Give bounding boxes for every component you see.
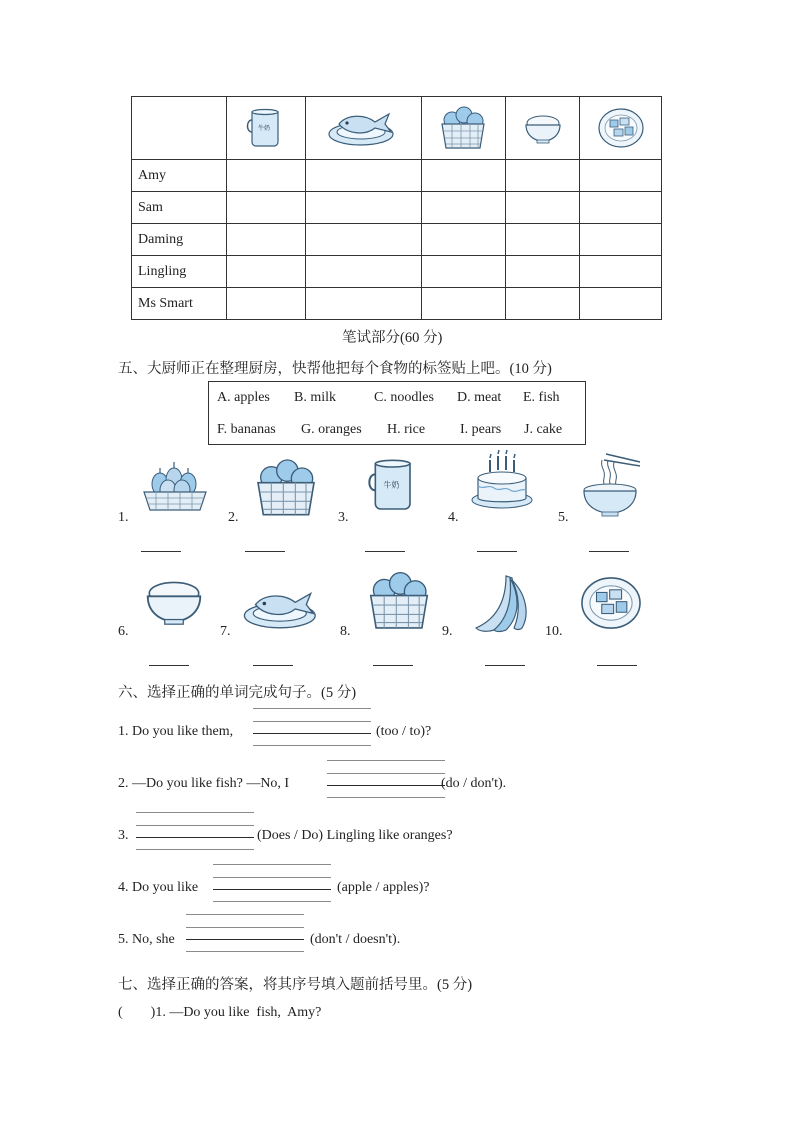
answer-cell[interactable] (580, 192, 662, 224)
answer-cell[interactable] (306, 224, 422, 256)
answer-cell[interactable] (580, 160, 662, 192)
section5-heading: 五、大厨师正在整理厨房，快帮他把每个食物的标签贴上吧。(10 分) (118, 361, 552, 377)
row-name: Daming (132, 224, 227, 256)
header-cell-fish (306, 97, 422, 160)
answer-cell[interactable] (306, 192, 422, 224)
label-b: B. milk (294, 390, 337, 405)
cake-icon (470, 450, 536, 518)
meat-plate-icon (596, 105, 646, 151)
label-i: I. pears (460, 422, 502, 437)
writing-guide-line (253, 708, 371, 709)
noodles-bowl-icon (580, 450, 644, 520)
answer-cell[interactable] (506, 224, 580, 256)
header-cell-oranges (421, 97, 505, 160)
table-row (132, 160, 662, 192)
writing-guide-line (213, 877, 331, 878)
item-number: 2. (228, 510, 239, 525)
header-cell-milk (227, 97, 306, 160)
writing-guide-line (136, 812, 254, 813)
answer-cell[interactable] (227, 288, 306, 320)
section7-heading: 七、选择正确的答案，将其序号填入题前括号里。(5 分) (118, 977, 473, 993)
table-row (132, 224, 662, 256)
writing-guide-line (186, 927, 304, 928)
q1-text: 1. Do you like them, (118, 724, 234, 739)
answer-blank[interactable] (141, 551, 181, 552)
meat-plate-icon (578, 572, 644, 634)
label-c: C. noodles (374, 390, 434, 405)
pear-basket-icon (140, 458, 210, 518)
writing-guide-line (327, 773, 445, 774)
label-h: H. rice (387, 422, 426, 437)
answer-cell[interactable] (421, 160, 505, 192)
row-name: Lingling (132, 256, 227, 288)
orange-basket-icon (250, 456, 322, 520)
answer-cell[interactable] (421, 224, 505, 256)
item-number: 8. (340, 624, 351, 639)
writing-guide-line (327, 760, 445, 761)
q3-options: (Does / Do) Lingling like oranges? (257, 828, 453, 843)
answer-cell[interactable] (227, 256, 306, 288)
answer-cell[interactable] (421, 288, 505, 320)
orange-basket-icon (364, 568, 434, 634)
writing-guide-line (186, 914, 304, 915)
writing-guide-line (213, 864, 331, 865)
answer-cell[interactable] (421, 256, 505, 288)
table-row (132, 288, 662, 320)
answer-cell[interactable] (580, 224, 662, 256)
row-name: Ms Smart (132, 288, 227, 320)
row-name: Sam (132, 192, 227, 224)
writing-base-line[interactable] (253, 733, 371, 734)
corner-cell (132, 97, 227, 160)
writing-guide-line (186, 951, 304, 952)
answer-cell[interactable] (580, 288, 662, 320)
milk-cup-icon (242, 106, 290, 150)
q2-text: 2. —Do you like fish? —No, I (118, 776, 290, 791)
label-e: E. fish (523, 390, 560, 405)
item-number: 10. (545, 624, 563, 639)
section6-heading: 六、选择正确的单词完成句子。(5 分) (118, 685, 357, 701)
writing-guide-line (136, 825, 254, 826)
q1-options: (too / to)? (376, 724, 432, 739)
answer-cell[interactable] (227, 192, 306, 224)
section7-q1: ( )1. —Do you like fish, Amy? (118, 1005, 322, 1020)
writing-guide-line (136, 849, 254, 850)
answer-blank[interactable] (253, 665, 293, 666)
table-row (132, 192, 662, 224)
rice-bowl-icon (521, 108, 565, 148)
writing-guide-line (253, 745, 371, 746)
answer-cell[interactable] (227, 224, 306, 256)
food-preference-table (131, 96, 662, 320)
milk-cup-icon (362, 452, 426, 518)
q5-options: (don't / doesn't). (310, 932, 401, 947)
answer-blank[interactable] (485, 665, 525, 666)
label-g: G. oranges (301, 422, 362, 437)
label-j: J. cake (524, 422, 563, 437)
answer-blank[interactable] (589, 551, 629, 552)
label-box (208, 381, 586, 445)
answer-blank[interactable] (149, 665, 189, 666)
rice-bowl-icon (140, 570, 208, 632)
item-number: 4. (448, 510, 459, 525)
item-number: 6. (118, 624, 129, 639)
item-number: 5. (558, 510, 569, 525)
header-cell-rice (506, 97, 580, 160)
answer-cell[interactable] (506, 192, 580, 224)
writing-base-line[interactable] (186, 939, 304, 940)
item-number: 3. (338, 510, 349, 525)
item-number: 7. (220, 624, 231, 639)
header-cell-meat (580, 97, 662, 160)
answer-cell[interactable] (421, 192, 505, 224)
q5-text: 5. No, she (118, 932, 175, 947)
fish-plate-icon (325, 106, 401, 150)
item-number: 9. (442, 624, 453, 639)
answer-cell[interactable] (306, 288, 422, 320)
svg-text:牛奶: 牛奶 (383, 480, 400, 490)
answer-cell[interactable] (580, 256, 662, 288)
answer-blank[interactable] (245, 551, 285, 552)
q3-text: 3. (118, 828, 129, 843)
label-a: A. apples (217, 390, 270, 405)
row-name: Amy (132, 160, 227, 192)
answer-cell[interactable] (306, 160, 422, 192)
writing-guide-line (253, 721, 371, 722)
writing-guide-line (327, 797, 445, 798)
q2-options: (do / don't). (441, 776, 507, 791)
writing-base-line[interactable] (327, 785, 445, 786)
svg-text:牛奶: 牛奶 (258, 126, 271, 132)
fish-plate-icon (240, 582, 324, 636)
answer-blank[interactable] (477, 551, 517, 552)
answer-blank[interactable] (365, 551, 405, 552)
answer-cell[interactable] (506, 288, 580, 320)
answer-cell[interactable] (506, 256, 580, 288)
banana-icon (466, 572, 532, 636)
label-d: D. meat (457, 390, 502, 405)
written-part-title: 笔试部分(60 分) (342, 330, 443, 346)
answer-cell[interactable] (306, 256, 422, 288)
orange-basket-icon (437, 104, 489, 152)
table-row (132, 256, 662, 288)
answer-blank[interactable] (597, 665, 637, 666)
answer-cell[interactable] (227, 160, 306, 192)
answer-cell[interactable] (506, 160, 580, 192)
label-f: F. bananas (217, 422, 276, 437)
writing-guide-line (213, 901, 331, 902)
q4-text: 4. Do you like (118, 880, 199, 895)
q4-options: (apple / apples)? (337, 880, 430, 895)
table-header-row (132, 97, 662, 160)
item-number: 1. (118, 510, 129, 525)
writing-base-line[interactable] (213, 889, 331, 890)
writing-base-line[interactable] (136, 837, 254, 838)
answer-blank[interactable] (373, 665, 413, 666)
